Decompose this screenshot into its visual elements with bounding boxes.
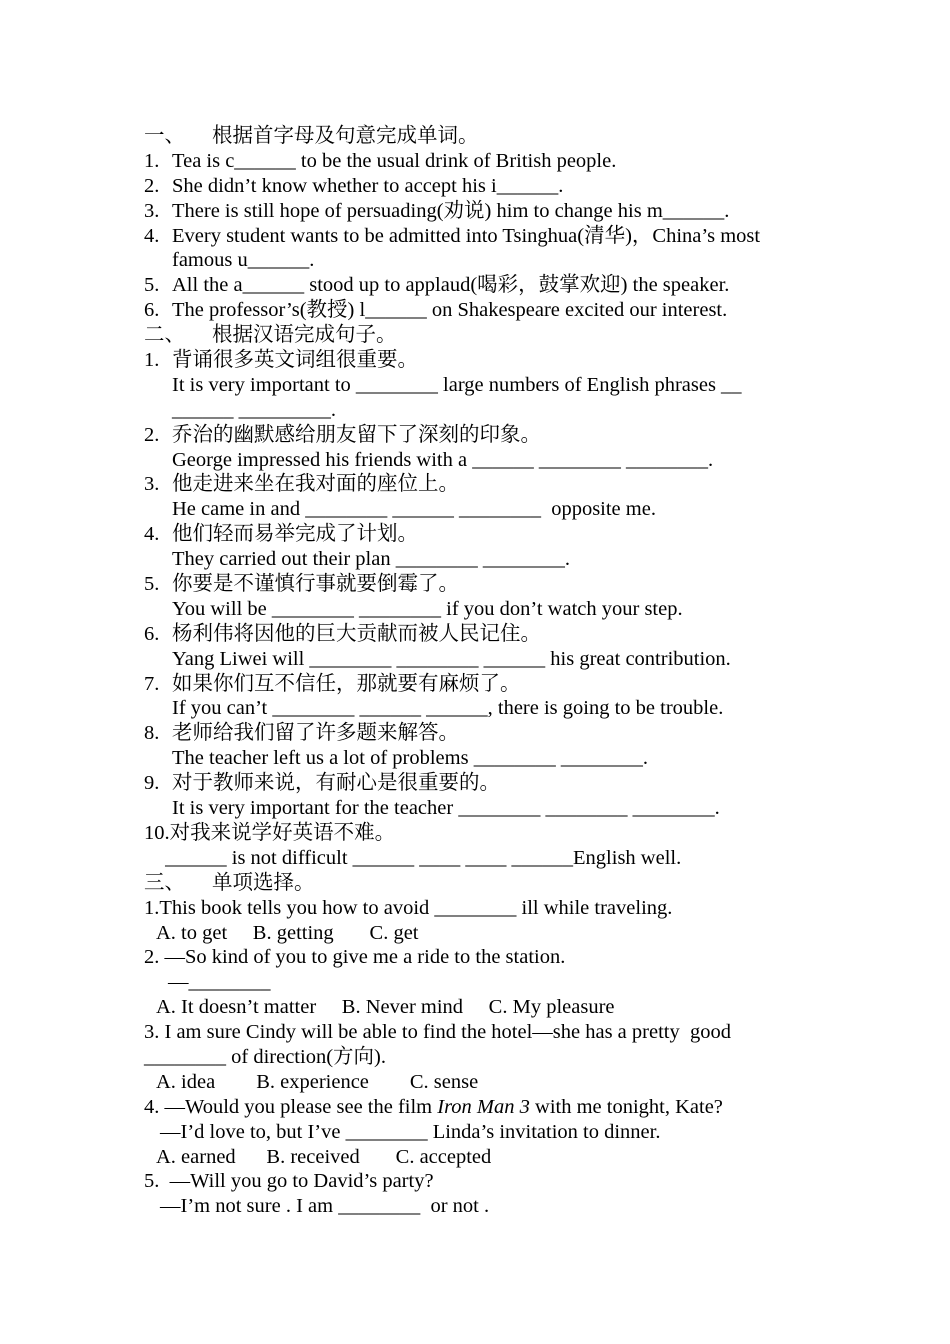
s2-item-5-en: You will be ________ ________ if you don’t watch your step. [172,597,683,620]
s1-item-6: 6. The professor’s(教授) l______ on Shakespeare excited our interest. [144,299,728,322]
worksheet [144,124,810,1219]
s2-item-10-en: ______ is not difficult ______ ____ ____ ______English well. [160,846,682,869]
s3-q2-stem: 2. —So kind of you to give me a ride to the station. [144,946,566,969]
s1-item-2: 2. She didn’t know whether to accept his i______. [144,174,564,197]
s2-item-5-cn: 5. 你要是不谨慎行事就要倒霉了。 [144,573,459,596]
s1-item-4-cont: famous u______. [172,249,315,272]
s2-item-2-en: George impressed his friends with a ______ ________ ________. [172,448,714,471]
s2-item-4-cn: 4. 他们轻而易举完成了计划。 [144,523,418,546]
section-3-title: 单项选择。 [212,871,315,894]
s2-item-7-en: If you can’t ________ ______ ______, there is going to be trouble. [172,697,724,720]
s3-q2-reply: —________ [168,971,271,994]
s2-item-9-en: It is very important for the teacher ________ ________ ________. [172,797,720,820]
s2-item-4-en: They carried out their plan ________ ________. [172,548,570,571]
s3-q3-options: A. idea B. experience C. sense [156,1070,479,1093]
s2-item-9-cn: 9. 对于教师来说，有耐心是很重要的。 [144,772,500,795]
section-2-title: 根据汉语完成句子。 [212,324,397,347]
section-1-label: 一、 [144,125,185,147]
s2-item-6-en: Yang Liwei will ________ ________ ______ his great contribution. [172,647,731,670]
s2-item-8-en: The teacher left us a lot of problems ________ ________. [172,747,648,770]
section-2-label: 二、 [144,324,185,347]
section-1-heading [144,124,810,149]
section-1-title: 根据首字母及句意完成单词。 [212,125,479,147]
s2-item-8-cn: 8. 老师给我们留了许多题来解答。 [144,722,459,745]
s2-item-10-cn: 10.对我来说学好英语不难。 [144,821,396,844]
s3-q1-stem: 1.This book tells you how to avoid ________ ill while traveling. [144,896,673,919]
s2-item-2-cn: 2. 乔治的幽默感给朋友留下了深刻的印象。 [144,423,541,446]
s1-item-1: 1. Tea is c______ to be the usual drink of British people. [144,149,617,172]
s3-q3-stem-cont: ________ of direction(方向). [144,1045,386,1068]
s2-item-3-cn: 3. 他走进来坐在我对面的座位上。 [144,473,459,496]
s2-item-1-en: It is very important to ________ large numbers of English phrases __ [172,373,742,396]
s1-item-4: 4. Every student wants to be admitted into Tsinghua(清华)，China’s most [144,224,761,247]
s2-item-1-en-cont: ______ _________. [172,398,336,421]
s3-q5-stem: 5. —Will you go to David’s party? [144,1170,434,1193]
s2-item-1-cn: 1. 背诵很多英文词组很重要。 [144,349,418,372]
s3-q1-options: A. to get B. getting C. get [156,921,419,944]
s3-q4-stem: 4. —Would you please see the film Iron Man 3 with me tonight, Kate? [144,1095,723,1118]
s3-q2-options: A. It doesn’t matter B. Never mind C. My pleasure [156,996,615,1019]
section-3-label: 三、 [144,871,185,894]
s3-q4-options: A. earned B. received C. accepted [156,1145,492,1168]
s2-item-3-en: He came in and ________ ______ ________ opposite me. [172,498,656,521]
s3-q5-reply: —I’m not sure . I am ________ or not . [160,1195,490,1218]
s1-item-3: 3. There is still hope of persuading(劝说) him to change his m______. [144,199,730,222]
s3-q4-reply: —I’d love to, but I’ve ________ Linda’s invitation to dinner. [160,1120,661,1143]
s1-item-5: 5. All the a______ stood up to applaud(喝彩，鼓掌欢迎) the speaker. [144,274,730,297]
s2-item-7-cn: 7. 如果你们互不信任，那就要有麻烦了。 [144,672,521,695]
film-title: Iron Man 3 [437,1095,530,1118]
section-3-heading [144,871,810,896]
section-2-heading [144,323,810,348]
s2-item-6-cn: 6. 杨利伟将因他的巨大贡献而被人民记住。 [144,622,541,645]
s3-q3-stem: 3. I am sure Cindy will be able to find the hotel—she has a pretty good [144,1021,731,1044]
